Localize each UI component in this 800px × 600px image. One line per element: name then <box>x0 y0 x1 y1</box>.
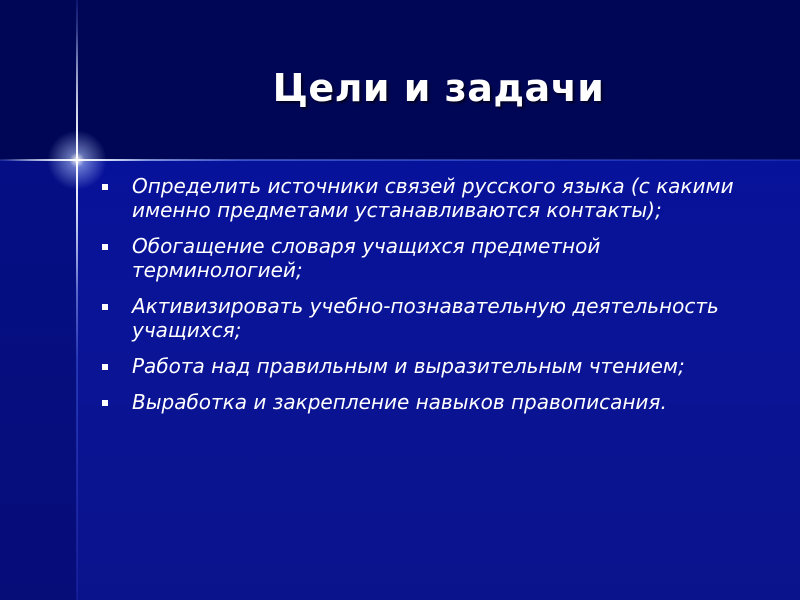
list-item <box>100 390 760 414</box>
list-item-text: Активизировать учебно-познавательную деятельность учащихся; <box>132 294 719 342</box>
left-strip <box>0 160 77 600</box>
list-item-text: Определить источники связей русского языка (с какими именно предметами устанавливаются контакты); <box>132 174 734 222</box>
square-bullet-icon <box>102 244 108 250</box>
list-item <box>100 354 760 378</box>
square-bullet-icon <box>102 400 108 406</box>
list-item <box>100 174 760 222</box>
list-item <box>100 234 760 282</box>
square-bullet-icon <box>102 304 108 310</box>
square-bullet-icon <box>102 364 108 370</box>
square-bullet-icon <box>102 184 108 190</box>
list-item-text: Обогащение словаря учащихся предметной терминологией; <box>132 234 601 282</box>
list-item-text: Работа над правильным и выразительным чтением; <box>132 354 685 378</box>
list-item-text: Выработка и закрепление навыков правописания. <box>132 390 667 414</box>
list-item <box>100 294 760 342</box>
bullet-list <box>100 174 760 426</box>
slide-title: Цели и задачи <box>272 66 605 110</box>
